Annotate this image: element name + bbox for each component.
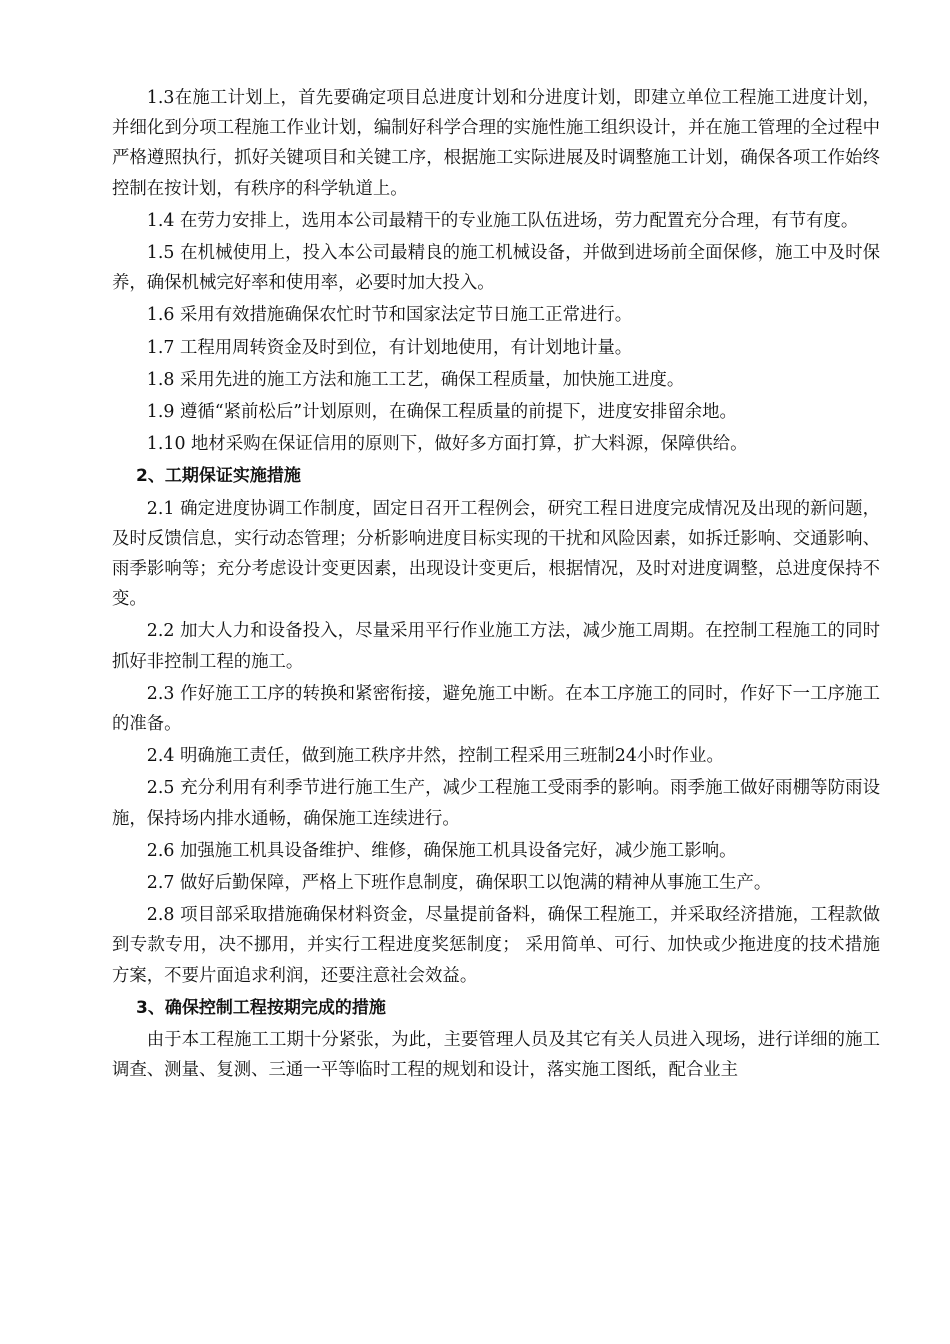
paragraph-3-intro: 由于本工程施工工期十分紧张，为此，主要管理人员及其它有关人员进入现场，进行详细的施工调查、测量、复测、三通一平等临时工程的规划和设计，落实施工图纸，配合业主	[112, 1030, 880, 1081]
paragraph-2-5: 2.5 充分利用有利季节进行施工生产，减少工程施工受雨季的影响。雨季施工做好雨棚等防雨设施，保持场内排水通畅，确保施工连续进行。	[112, 778, 880, 829]
paragraph-1-4: 1.4 在劳力安排上，选用本公司最精干的专业施工队伍进场，劳力配置充分合理，有节有度。	[146, 210, 859, 231]
paragraph-1-5: 1.5 在机械使用上，投入本公司最精良的施工机械设备，并做到进场前全面保修，施工中及时保养，确保机械完好率和使用率，必要时加大投入。	[112, 243, 880, 294]
paragraph-1-6: 1.6 采用有效措施确保农忙时节和国家法定节日施工正常进行。	[146, 305, 633, 326]
paragraph-1-8: 1.8 采用先进的施工方法和施工工艺，确保工程质量，加快施工进度。	[146, 369, 685, 390]
paragraph-1-7: 1.7 工程用周转资金及时到位，有计划地使用，有计划地计量。	[146, 337, 633, 358]
paragraph-1-10: 1.10 地材采购在保证信用的原则下，做好多方面打算，扩大料源，保障供给。	[146, 434, 748, 455]
paragraph-2-1: 2.1 确定进度协调工作制度，固定日召开工程例会，研究工程日进度完成情况及出现的新问题，及时反馈信息，实行动态管理；分析影响进度目标实现的干扰和风险因素，如拆迁影响、交通影响、雨季影响等；充分考虑设计变更因素，出现设计变更后，根据情况，及时对进度调整，总进度保持不变。	[112, 498, 880, 610]
paragraph-1-9: 1.9 遵循“紧前松后”计划原则，在确保工程质量的前提下，进度安排留余地。	[146, 402, 737, 423]
paragraph-2-2: 2.2 加大人力和设备投入，尽量采用平行作业施工方法，减少施工周期。在控制工程施工的同时抓好非控制工程的施工。	[112, 621, 880, 672]
section-heading-2: 2、工期保证实施措施	[136, 466, 301, 487]
section-heading-3: 3、确保控制工程按期完成的措施	[136, 997, 386, 1018]
paragraph-2-8: 2.8 项目部采取措施确保材料资金，尽量提前备料，确保工程施工，并采取经济措施，工程款做到专款专用，决不挪用，并实行工程进度奖惩制度； 采用简单、可行、加快或少拖进度的技术措施方案，不要片面追求利润，还要注意社会效益。	[112, 905, 880, 986]
paragraph-2-7: 2.7 做好后勤保障，严格上下班作息制度，确保职工以饱满的精神从事施工生产。	[146, 873, 772, 894]
paragraph-2-4: 2.4 明确施工责任，做到施工秩序井然，控制工程采用三班制24小时作业。	[146, 746, 724, 767]
paragraph-2-3: 2.3 作好施工工序的转换和紧密衔接，避免施工中断。在本工序施工的同时，作好下一工序施工的准备。	[112, 683, 880, 735]
paragraph-1-3: 1.3在施工计划上，首先要确定项目总进度计划和分进度计划，即建立单位工程施工进度计划，并细化到分项工程施工作业计划，编制好科学合理的实施性施工组织设计，并在施工管理的全过程中严格遵照执行，抓好关键项目和关键工序，根据施工实际进展及时调整施工计划，确保各项工作始终控制在按计划，有秩序的科学轨道上。	[112, 88, 880, 199]
paragraph-2-6: 2.6 加强施工机具设备维护、维修，确保施工机具设备完好，减少施工影响。	[146, 840, 737, 861]
